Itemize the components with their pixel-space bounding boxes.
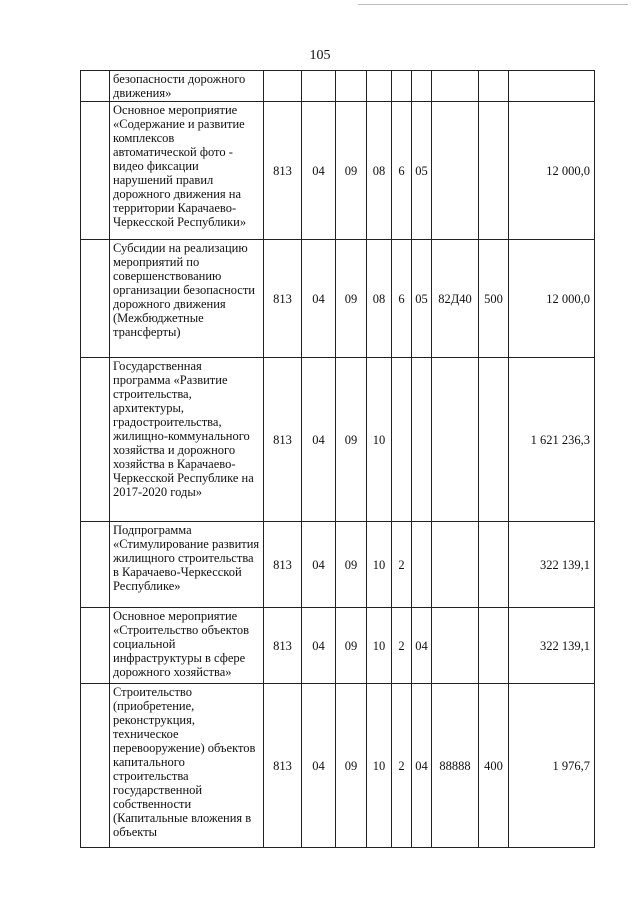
row-name-cell: Субсидии на реализацию мероприятий по совершенствованию организации безопасности дорожного движения (Межбюджетные трансферты) (110, 240, 264, 358)
row-index-cell (81, 358, 110, 522)
row-main-cell (412, 358, 432, 522)
row-vr-cell (479, 522, 509, 608)
row-name-cell: Государственная программа «Развитие строительства, архитектуры, градостроительства, жилищно-коммунального хозяйства и дорожного хозяйства в Карачаево-Черкесской Республике на 2017-2020 годы» (110, 358, 264, 522)
row-prog-cell: 10 (367, 684, 392, 848)
row-vr-cell (479, 358, 509, 522)
row-prog-cell (367, 71, 392, 102)
row-name-cell: Основное мероприятие «Строительство объектов социальной инфраструктуры в сфере дорожного хозяйства» (110, 608, 264, 684)
row-pr-cell: 09 (336, 684, 367, 848)
row-main-cell: 04 (412, 608, 432, 684)
row-index-cell (81, 240, 110, 358)
row-sub-cell: 2 (392, 684, 412, 848)
row-dir-cell (432, 358, 479, 522)
row-vr-cell: 400 (479, 684, 509, 848)
row-rz-cell: 04 (302, 102, 336, 240)
row-name-cell: безопасности дорожного движения» (110, 71, 264, 102)
budget-table (80, 70, 595, 848)
row-grbs-cell: 813 (264, 358, 302, 522)
row-index-cell (81, 102, 110, 240)
row-sum-cell: 1 621 236,3 (509, 358, 595, 522)
row-pr-cell: 09 (336, 102, 367, 240)
row-main-cell (412, 71, 432, 102)
row-grbs-cell: 813 (264, 102, 302, 240)
row-pr-cell: 09 (336, 608, 367, 684)
row-name-cell: Основное мероприятие «Содержание и развитие комплексов автоматической фото - видео фиксации нарушений правил дорожного движения на территории Карачаево-Черкесской Республики» (110, 102, 264, 240)
row-sum-cell: 322 139,1 (509, 608, 595, 684)
row-dir-cell (432, 102, 479, 240)
row-main-cell: 05 (412, 102, 432, 240)
row-name-cell: Подпрограмма «Стимулирование развития жилищного строительства в Карачаево-Черкесской Республике» (110, 522, 264, 608)
row-dir-cell (432, 71, 479, 102)
row-vr-cell (479, 71, 509, 102)
row-prog-cell: 08 (367, 102, 392, 240)
scan-artifact-line (358, 4, 628, 5)
row-rz-cell: 04 (302, 358, 336, 522)
row-sub-cell (392, 358, 412, 522)
row-prog-cell: 10 (367, 358, 392, 522)
row-sub-cell: 6 (392, 240, 412, 358)
row-rz-cell: 04 (302, 684, 336, 848)
table-row (81, 240, 595, 358)
row-pr-cell: 09 (336, 522, 367, 608)
row-vr-cell (479, 102, 509, 240)
row-sum-cell: 12 000,0 (509, 102, 595, 240)
row-prog-cell: 10 (367, 608, 392, 684)
table-row (81, 522, 595, 608)
row-sum-cell: 1 976,7 (509, 684, 595, 848)
row-grbs-cell: 813 (264, 522, 302, 608)
row-rz-cell: 04 (302, 608, 336, 684)
row-pr-cell: 09 (336, 358, 367, 522)
row-index-cell (81, 684, 110, 848)
row-rz-cell: 04 (302, 522, 336, 608)
table-row (81, 102, 595, 240)
row-grbs-cell (264, 71, 302, 102)
row-vr-cell (479, 608, 509, 684)
row-sum-cell (509, 71, 595, 102)
row-rz-cell (302, 71, 336, 102)
row-sub-cell: 2 (392, 522, 412, 608)
row-prog-cell: 08 (367, 240, 392, 358)
row-sub-cell (392, 71, 412, 102)
row-dir-cell: 88888 (432, 684, 479, 848)
row-main-cell (412, 522, 432, 608)
row-sub-cell: 2 (392, 608, 412, 684)
row-main-cell: 05 (412, 240, 432, 358)
row-dir-cell (432, 608, 479, 684)
row-index-cell (81, 608, 110, 684)
row-sub-cell: 6 (392, 102, 412, 240)
row-dir-cell: 82Д40 (432, 240, 479, 358)
row-name-cell: Строительство (приобретение, реконструкция, техническое перевооружение) объектов капитального строительства государственной собственности (Капитальные вложения в объекты (110, 684, 264, 848)
row-pr-cell (336, 71, 367, 102)
row-sum-cell: 12 000,0 (509, 240, 595, 358)
row-main-cell: 04 (412, 684, 432, 848)
table-row (81, 71, 595, 102)
table-row (81, 608, 595, 684)
row-grbs-cell: 813 (264, 240, 302, 358)
row-prog-cell: 10 (367, 522, 392, 608)
row-sum-cell: 322 139,1 (509, 522, 595, 608)
table-row (81, 684, 595, 848)
row-rz-cell: 04 (302, 240, 336, 358)
row-grbs-cell: 813 (264, 608, 302, 684)
row-dir-cell (432, 522, 479, 608)
row-pr-cell: 09 (336, 240, 367, 358)
row-index-cell (81, 71, 110, 102)
row-vr-cell: 500 (479, 240, 509, 358)
table-row (81, 358, 595, 522)
row-grbs-cell: 813 (264, 684, 302, 848)
page-number: 105 (309, 48, 331, 63)
row-index-cell (81, 522, 110, 608)
